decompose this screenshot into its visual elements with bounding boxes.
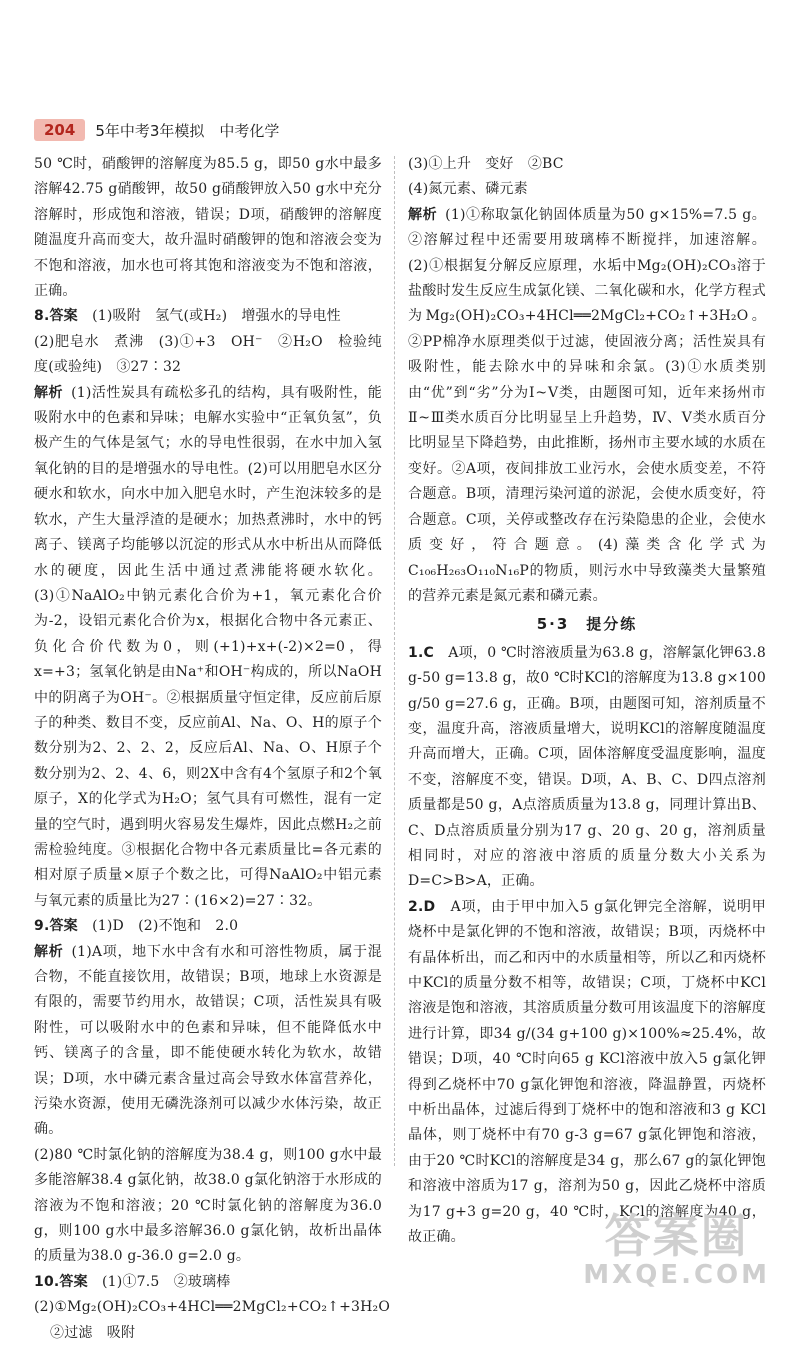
watermark-logo xyxy=(583,1200,770,1290)
problem-2: 2.D A项，由于甲中加入5 g氯化钾完全溶解，说明甲烧杯中是氯化钾的不饱和溶液，故错误；B项，丙烧杯中有晶体析出，而乙和丙中的水质量相等，所以乙和丙烧杯中KCl的质量分数不相等，故错误；C项，丁烧杯中KCl溶液是饱和溶液，其溶质质量分数可用该温度下的溶解度进行计算，即34 g/(34 g+100 g)×100%≈25.4%，故错误；D项，40 ℃时向65 g KCl溶液中放入5 g氯化钾得到乙烧杯中70 g氯化钾饱和溶液，降温静置，丙烧杯中析出晶体，过滤后得到丁烧杯中的饱和溶液和3 g KCl晶体，则丁烧杯中有70 g-3 g=67 g氯化钾饱和溶液，由于20 ℃时KCl的溶解度是34 g，那么67 g的氯化钾饱和溶液中溶质为17 g，溶剂为50 g，因此乙烧杯中溶质为17 g+3 g=20 g，40 ℃时，KCl的溶解度为40 g，故正确。 xyxy=(408,898,766,1246)
answer-10-part4: (4)氮元素、磷元素 xyxy=(408,181,528,198)
analysis-9-part2: (2)80 ℃时氯化钠的溶解度为38.4 g，则100 g水中最多能溶解38.4 g氯化钠，故38.0 g氯化钠溶于水形成的溶液为不饱和溶液；20 ℃时氯化钠的溶解度为36.0 g，则100 g水中最多溶解36.0 g氯化钠，故析出晶体的质量为38.0 g-36.0 g=2.0 g。 xyxy=(34,1146,382,1265)
watermark-text: 答案圈 xyxy=(604,1209,749,1263)
answer-label: 8.答案 xyxy=(34,308,78,325)
answer-label: 2.D xyxy=(408,898,436,915)
column-divider xyxy=(394,156,395,1166)
section-title: 5·3 提分练 xyxy=(536,615,638,634)
analysis-label: 解析 xyxy=(408,206,438,223)
answer-10-part3: (3)①上升 变好 ②BC xyxy=(408,156,564,172)
answer-9: 9.答案 (1)D (2)不饱和 2.0 xyxy=(34,918,239,935)
analysis-label: 解析 xyxy=(34,384,64,401)
right-column xyxy=(408,152,766,1250)
analysis-10: 解析 (1)①称取氯化钠固体质量为50 g×15%=7.5 g。②溶解过程中还需要用玻璃棒不断搅拌，加速溶解。(2)①根据复分解反应原理，水垢中Mg₂(OH)₂CO₃溶于盐酸时发生反应生成氯化镁、二氧化碳和水，化学方程式为Mg₂(OH)₂CO₃+4HCl══2MgCl₂+CO₂↑+3H₂O。②PP棉净水原理类似于过滤，使固液分离；活性炭具有吸附性，能去除水中的异味和余氯。(3)①水质类别由“优”到“劣”分为Ⅰ~Ⅴ类，由题图可知，近年来扬州市Ⅱ~Ⅲ类水质百分比明显呈上升趋势，Ⅳ、Ⅴ类水质百分比明显呈下降趋势，由此推断，扬州市主要水域的水质在变好。②A项，夜间排放工业污水，会使水质变差，不符合题意。B项，清理污染河道的淤泥，会使水质变好，符合题意。C项，关停或整改存在污染隐患的企业，会使水质变好，符合题意。(4)藻类含化学式为C₁₀₆H₂₆₃O₁₁₀N₁₆P的物质，则污水中导致藻类大量繁殖的营养元素是氮元素和磷元素。 xyxy=(408,206,766,604)
answer-10-line3: ②过滤 吸附 xyxy=(50,1324,136,1341)
watermark-url: MXQE.COM xyxy=(583,1260,770,1290)
book-title: 5年中考3年模拟 中考化学 xyxy=(95,121,280,140)
page-header xyxy=(34,118,279,142)
page-number: 204 xyxy=(34,119,85,141)
answer-label: 9.答案 xyxy=(34,918,78,935)
answer-label: 1.C xyxy=(408,644,434,661)
answer-10: 10.答案 (1)①7.5 ②玻璃棒 xyxy=(34,1273,231,1290)
analysis-label: 解析 xyxy=(34,943,64,960)
answer-8: 8.答案 (1)吸附 氢气(或H₂) 增强水的导电性 xyxy=(34,308,341,325)
left-column xyxy=(34,152,391,1346)
analysis-9: 解析 (1)A项，地下水中含有水和可溶性物质，属于混合物，不能直接饮用，故错误；B项，地球上水资源是有限的，需要节约用水，故错误；C项，活性炭具有吸附性，可以吸附水中的色素和异味，但不能降低水中钙、镁离子的含量，即不能使硬水转化为软水，故错误；D项，水中磷元素含量过高会导致水体富营养化，污染水资源，使用无磷洗涤剂可以减少水体污染，故正确。 xyxy=(34,943,382,1138)
answer-8-line2: (2)肥皂水 煮沸 (3)①+3 OH⁻ ②H₂O 检验纯度(或验纯) ③27∶32 xyxy=(34,333,382,376)
answer-label: 10.答案 xyxy=(34,1273,88,1290)
answer-10-equation: (2)①Mg₂(OH)₂CO₃+4HCl══2MgCl₂+CO₂↑+3H₂O xyxy=(34,1299,391,1316)
problem-1: 1.C A项，0 ℃时溶液质量为63.8 g，溶解氯化钾63.8 g-50 g=13.8 g，故0 ℃时KCl的溶解度为13.8 g×100 g/50 g=27.6 g，正确。B项，由题图可知，溶剂质量不变，温度升高，溶液质量增大，说明KCl的溶解度随温度升高而增大，正确。C项，固体溶解度受温度影响，温度不变，溶解度不变，错误。D项，A、B、C、D四点溶剂质量都是50 g，A点溶质质量为13.8 g，同理计算出B、C、D点溶质质量分别为17 g、20 g、20 g，溶剂质量相同时，对应的溶液中溶质的质量分数大小关系为D=C>B>A，正确。 xyxy=(408,644,767,890)
analysis-8: 解析 (1)活性炭具有疏松多孔的结构，具有吸附性，能吸附水中的色素和异味；电解水实验中“正氧负氢”，负极产生的气体是氢气；水的导电性很弱，在水中加入氢氧化钠的目的是增强水的导电性。(2)可以用肥皂水区分硬水和软水，向水中加入肥皂水时，产生泡沫较多的是软水，产生大量浮渣的是硬水；加热煮沸时，水中的钙离子、镁离子均能够以沉淀的形式从水中析出从而降低水的硬度，因此生活中通过煮沸能将硬水软化。(3)①NaAlO₂中钠元素化合价为+1，氧元素化合价为-2，设铝元素化合价为x，根据化合物中各元素正、负化合价代数为0，则(+1)+x+(-2)×2=0，得x=+3；氢氧化钠是由Na⁺和OH⁻构成的，所以NaOH中的阴离子为OH⁻。②根据质量守恒定律，反应前后原子的种类、数目不变，反应前Al、Na、O、H的原子个数分别为2、2、2、2，反应后Al、Na、O、H原子个数分别为2、2、4、6，则2X中含有4个氢原子和2个氧原子，X的化学式为H₂O；氢气具有可燃性，混有一定量的空气时，遇到明火容易发生爆炸，因此点燃H₂之前需检验纯度。③根据化合物中各元素质量比=各元素的相对原子质量×原子个数之比，可得NaAlO₂中铝元素与氧元素的质量比为27∶(16×2)=27∶32。 xyxy=(34,384,382,909)
paragraph-continuation: 50 ℃时，硝酸钾的溶解度为85.5 g，即50 g水中最多溶解42.75 g硝酸钾，故50 g硝酸钾放入50 g水中充分溶解时，形成饱和溶液，错误；D项，硝酸钾的溶解度随温度升高而变大，故升温时硝酸钾的饱和溶液会变为不饱和溶液，加水也可将其饱和溶液变为不饱和溶液，正确。 xyxy=(34,156,382,300)
